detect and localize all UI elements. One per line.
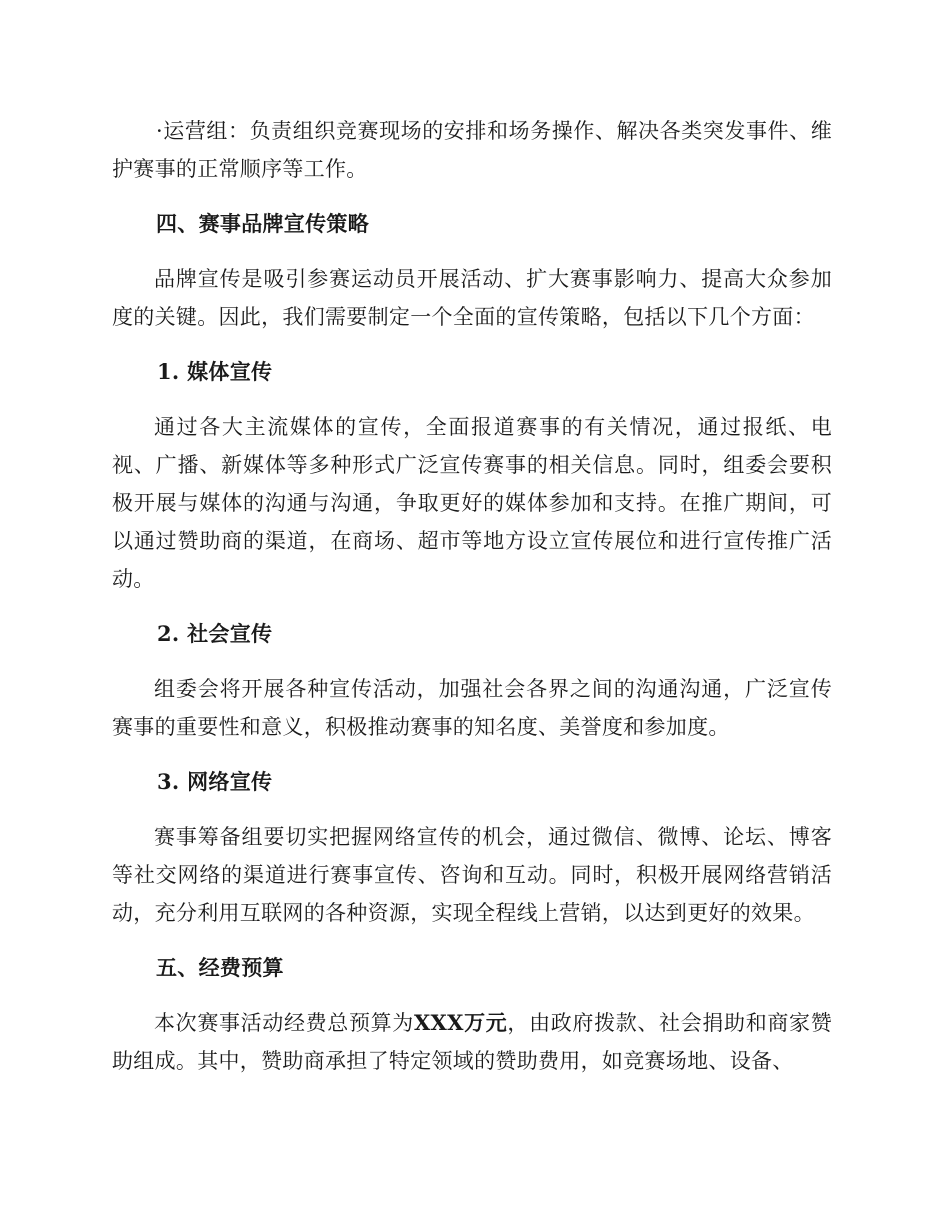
budget-text-lead: 本次赛事活动经费总预算为 bbox=[154, 1011, 414, 1035]
document-page bbox=[112, 112, 832, 1097]
paragraph-brand-intro: 品牌宣传是吸引参赛运动员开展活动、扩大赛事影响力、提高大众参加度的关键。因此，我们需要制定一个全面的宣传策略，包括以下几个方面： bbox=[112, 267, 832, 329]
paragraph-budget bbox=[112, 1004, 832, 1080]
section-heading-budget: 五、经费预算 bbox=[156, 955, 284, 980]
subheading-social-promotion: 2. 社会宣传 bbox=[157, 621, 273, 646]
paragraph-social-promotion: 组委会将开展各种宣传活动，加强社会各界之间的沟通沟通，广泛宣传赛事的重要性和意义，积极推动赛事的知名度、美誉度和参加度。 bbox=[112, 677, 832, 739]
section-heading-brand-promotion: 四、赛事品牌宣传策略 bbox=[156, 211, 369, 236]
budget-text-tail: ，由政府拨款、社会捐助和商家赞助组成。其中，赞助商承担了特定领域的赞助费用，如竞赛场地、设备、 bbox=[112, 1011, 832, 1073]
paragraph-operations-group: ·运营组：负责组织竞赛现场的安排和场务操作、解决各类突发事件、维护赛事的正常顺序等工作。 bbox=[112, 119, 832, 181]
subheading-network-promotion: 3. 网络宣传 bbox=[157, 769, 273, 794]
paragraph-network-promotion: 赛事筹备组要切实把握网络宣传的机会，通过微信、微博、论坛、博客等社交网络的渠道进行赛事宣传、咨询和互动。同时，积极开展网络营销活动，充分利用互联网的各种资源，实现全程线上营销，以达到更好的效果。 bbox=[112, 825, 832, 925]
budget-amount: XXX万元 bbox=[413, 1010, 508, 1035]
subheading-media-promotion: 1. 媒体宣传 bbox=[157, 359, 273, 384]
paragraph-media-promotion: 通过各大主流媒体的宣传，全面报道赛事的有关情况，通过报纸、电视、广播、新媒体等多种形式广泛宣传赛事的相关信息。同时，组委会要积极开展与媒体的沟通与沟通，争取更好的媒体参加和支持。在推广期间，可以通过赞助商的渠道，在商场、超市等地方设立宣传展位和进行宣传推广活动。 bbox=[112, 415, 832, 591]
